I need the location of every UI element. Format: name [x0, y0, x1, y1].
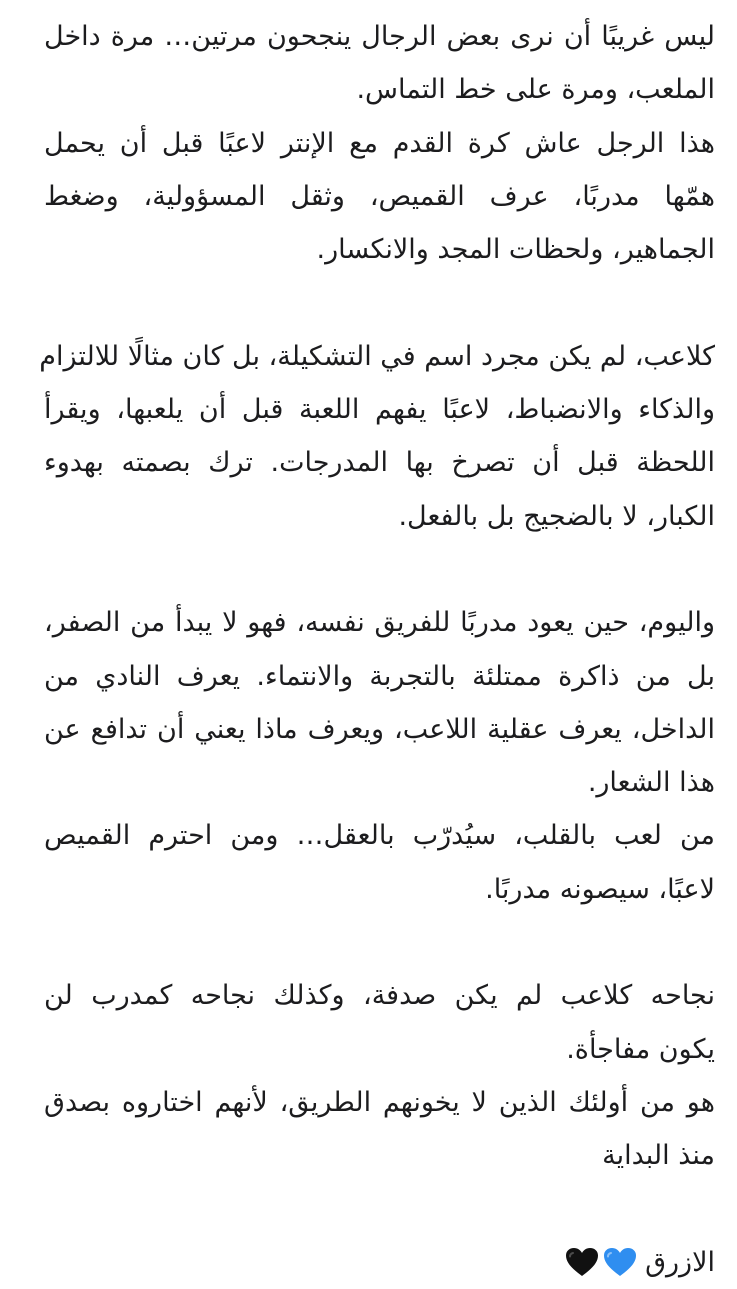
text-line: همّها مدربًا، عرف القميص، وثقل المسؤولية، وضغط [44, 180, 715, 212]
text-line: منذ البداية [602, 1140, 715, 1172]
text-line: يكون مفاجأة. [566, 1033, 715, 1065]
blue-heart-shape [604, 1248, 636, 1276]
signoff-emojis [565, 1247, 637, 1277]
text-line: ليس غريبًا أن نرى بعض الرجال ينجحون مرتين… مرة داخل [44, 21, 715, 52]
text-line: واليوم، حين يعود مدربًا للفريق نفسه، فهو لا يبدأ من الصفر، [44, 607, 715, 639]
text-line: الكبار، لا بالضجيج بل بالفعل. [398, 500, 715, 532]
text-line: الداخل، يعرف عقلية اللاعب، ويعرف ماذا يعني أن تدافع عن [44, 713, 715, 745]
text-line: والذكاء والانضباط، لاعبًا يفهم اللعبة قبل أن يلعبها، ويقرأ [44, 394, 715, 426]
signoff [44, 1236, 715, 1289]
paragraph-4 [44, 969, 715, 1182]
text-line: من لعب بالقلب، سيُدرّب بالعقل… ومن احترم القميص [44, 820, 715, 852]
paragraph-3 [44, 596, 715, 916]
text-line: الملعب، ومرة على خط التماس. [356, 74, 715, 106]
paragraph-gap [44, 276, 715, 329]
black-heart-shape [566, 1248, 598, 1276]
text-line: الجماهير، ولحظات المجد والانكسار. [316, 234, 715, 266]
paragraph-2 [39, 330, 715, 543]
blue-heart-icon [603, 1247, 637, 1277]
paragraph-gap [44, 916, 715, 969]
text-line: لاعبًا، سيصونه مدربًا. [485, 873, 715, 905]
text-line: هذا الشعار. [587, 767, 715, 799]
paragraph-gap [44, 543, 715, 596]
text-line: اللحظة قبل أن تصرخ بها المدرجات. ترك بصمته بهدوء [44, 447, 715, 479]
paragraph-gap [44, 1183, 715, 1236]
paragraph-1 [44, 10, 715, 276]
signoff-text: الازرق [645, 1246, 715, 1278]
text-line: هذا الرجل عاش كرة القدم مع الإنتر لاعبًا قبل أن يحمل [44, 127, 715, 159]
text-line: كلاعب، لم يكن مجرد اسم في التشكيلة، بل كان مثالًا للالتزام [39, 340, 715, 372]
text-line: هو من أولئك الذين لا يخونهم الطريق، لأنهم اختاروه بصدق [44, 1086, 715, 1118]
text-line: نجاحه كلاعب لم يكن صدفة، وكذلك نجاحه كمدرب لن [44, 980, 715, 1012]
text-line: بل من ذاكرة ممتلئة بالتجربة والانتماء. يعرف النادي من [44, 660, 715, 692]
black-heart-icon [565, 1247, 599, 1277]
